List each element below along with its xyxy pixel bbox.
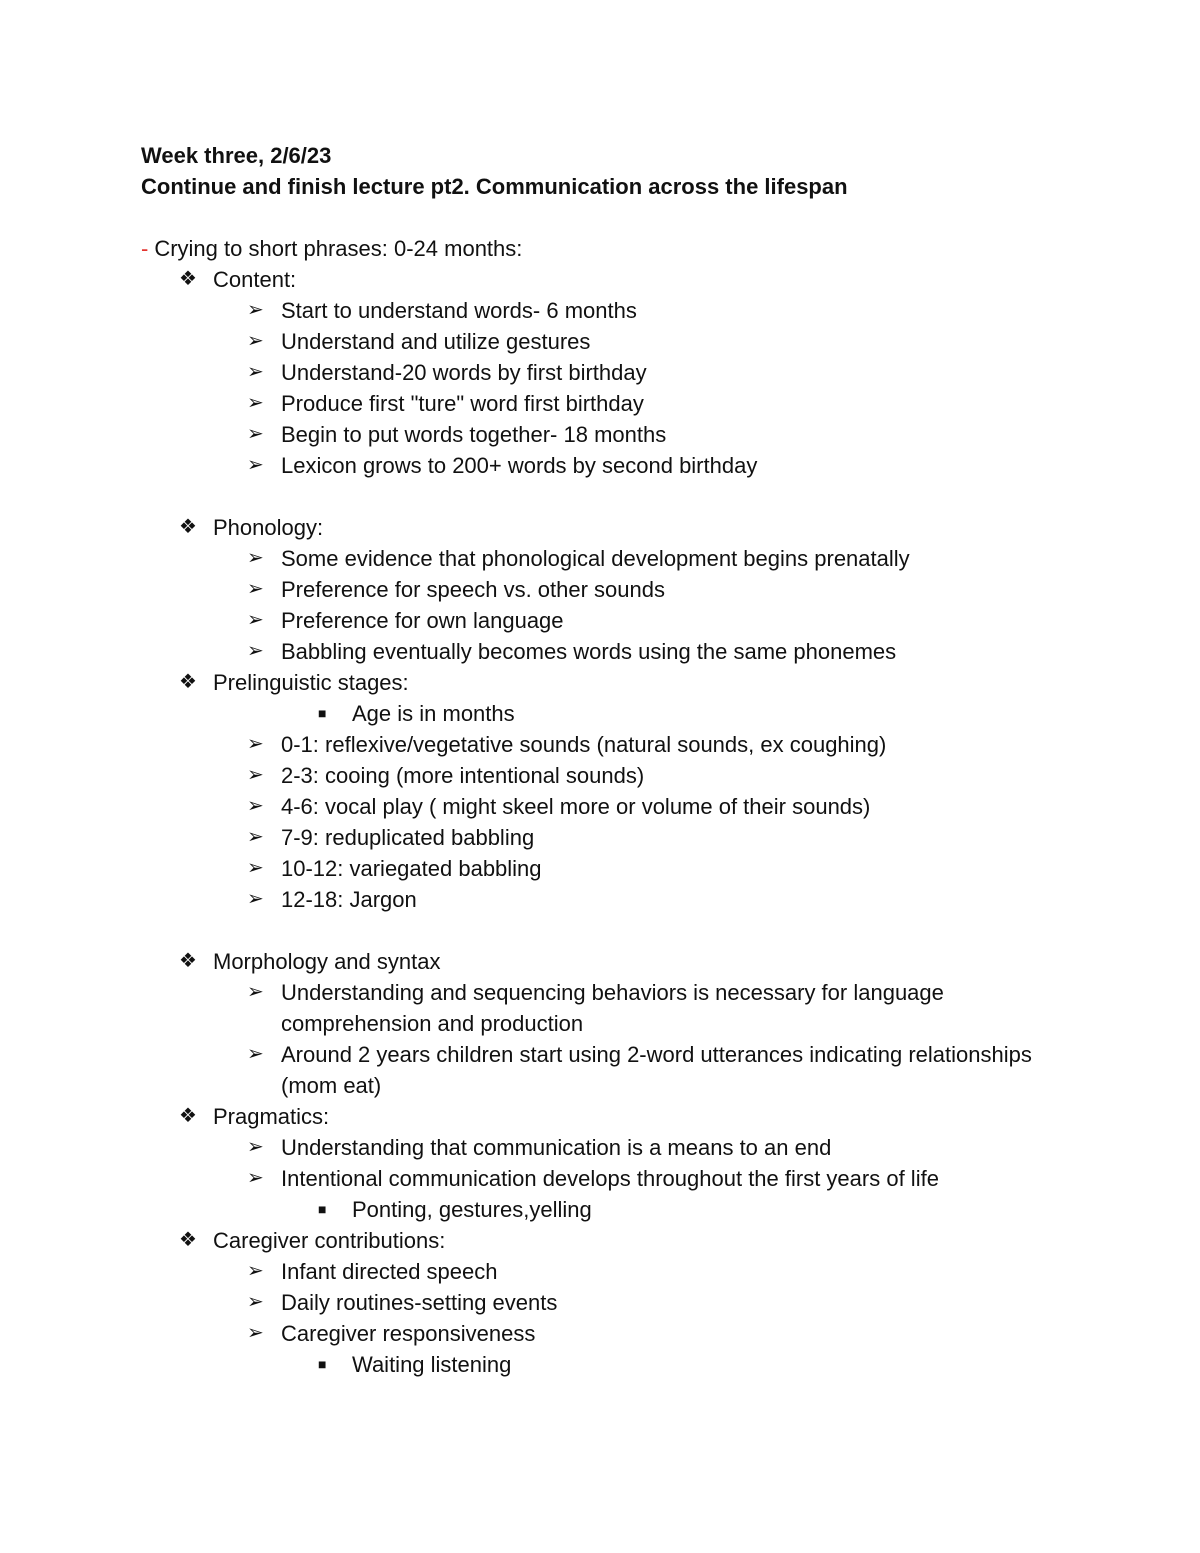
list-item: [141, 1163, 1041, 1194]
list-item-text: Prelinguistic stages:: [213, 670, 409, 695]
square-bullet-icon: ■: [318, 1201, 327, 1217]
list-item-text: Babbling eventually becomes words using the same phonemes: [281, 639, 897, 664]
list-item: [141, 1318, 1041, 1349]
arrow-bullet-icon: ➢: [247, 1043, 264, 1065]
list-item: [141, 574, 1041, 605]
blank-line: [141, 915, 1041, 946]
list-item-text: Some evidence that phonological development begins prenatally: [281, 546, 910, 571]
list-item-text: Preference for own language: [281, 608, 564, 633]
list-item-text: Pragmatics:: [213, 1104, 330, 1129]
section-title: Crying to short phrases: 0-24 months:: [154, 236, 523, 261]
square-bullet-icon: ■: [318, 1356, 327, 1372]
arrow-bullet-icon: ➢: [247, 1136, 264, 1158]
list-item: [141, 729, 1041, 760]
list-item-text: Understand-20 words by first birthday: [281, 360, 647, 385]
list-item: [141, 667, 1041, 698]
section-heading: [141, 233, 1041, 264]
list-item-text: Begin to put words together- 18 months: [281, 422, 667, 447]
list-item-text: 7-9: reduplicated babbling: [281, 825, 535, 850]
blank-line: [141, 481, 1041, 512]
list-item: [141, 946, 1041, 977]
list-item: [141, 853, 1041, 884]
list-item: [141, 1039, 1041, 1101]
list-item: [141, 388, 1041, 419]
list-item-text: Start to understand words- 6 months: [281, 298, 637, 323]
list-item-text: 10-12: variegated babbling: [281, 856, 542, 881]
list-item: [141, 822, 1041, 853]
arrow-bullet-icon: ➢: [247, 330, 264, 352]
list-item-text: Around 2 years children start using 2-word utterances indicating relationships (mom eat): [281, 1042, 1032, 1098]
dash-marker: -: [141, 236, 149, 261]
arrow-bullet-icon: ➢: [247, 640, 264, 662]
list-item-text: Understanding that communication is a means to an end: [281, 1135, 832, 1160]
list-item-text: 4-6: vocal play ( might skeel more or volume of their sounds): [281, 794, 871, 819]
arrow-bullet-icon: ➢: [247, 1322, 264, 1344]
list-item-text: Morphology and syntax: [213, 949, 441, 974]
arrow-bullet-icon: ➢: [247, 1167, 264, 1189]
square-bullet-icon: ■: [318, 705, 327, 721]
list-item: [141, 605, 1041, 636]
list-item: [141, 1256, 1041, 1287]
diamond-bullet-icon: ❖: [179, 671, 197, 693]
list-item: [141, 295, 1041, 326]
list-item-text: 12-18: Jargon: [281, 887, 417, 912]
arrow-bullet-icon: ➢: [247, 454, 264, 476]
list-item-text: Waiting listening: [352, 1352, 512, 1377]
list-item: [141, 884, 1041, 915]
arrow-bullet-icon: ➢: [247, 981, 264, 1003]
arrow-bullet-icon: ➢: [247, 1291, 264, 1313]
diamond-bullet-icon: ❖: [179, 268, 197, 290]
list-item: [141, 543, 1041, 574]
list-item-text: Caregiver contributions:: [213, 1228, 446, 1253]
list-item-text: Daily routines-setting events: [281, 1290, 558, 1315]
list-item-text: Phonology:: [213, 515, 324, 540]
diamond-bullet-icon: ❖: [179, 1229, 197, 1251]
list-item-text: Content:: [213, 267, 297, 292]
list-item: [141, 264, 1041, 295]
bullet-list: [141, 264, 1041, 1380]
arrow-bullet-icon: ➢: [247, 1260, 264, 1282]
list-item-text: 0-1: reflexive/vegetative sounds (natural sounds, ex coughing): [281, 732, 887, 757]
notes-body: [141, 233, 1041, 1380]
list-item: [141, 977, 1041, 1039]
document-title-date: Week three, 2/6/23: [141, 143, 332, 168]
list-item: [141, 512, 1041, 543]
list-item: [141, 1101, 1041, 1132]
diamond-bullet-icon: ❖: [179, 1105, 197, 1127]
list-item: [141, 450, 1041, 481]
list-item: [141, 791, 1041, 822]
list-item-text: Caregiver responsiveness: [281, 1321, 536, 1346]
list-item-text: Ponting, gestures,yelling: [352, 1197, 592, 1222]
arrow-bullet-icon: ➢: [247, 764, 264, 786]
list-item-text: 2-3: cooing (more intentional sounds): [281, 763, 645, 788]
list-item: [141, 326, 1041, 357]
arrow-bullet-icon: ➢: [247, 299, 264, 321]
list-item-text: Preference for speech vs. other sounds: [281, 577, 665, 602]
arrow-bullet-icon: ➢: [247, 609, 264, 631]
arrow-bullet-icon: ➢: [247, 392, 264, 414]
arrow-bullet-icon: ➢: [247, 423, 264, 445]
arrow-bullet-icon: ➢: [247, 578, 264, 600]
arrow-bullet-icon: ➢: [247, 857, 264, 879]
list-item: [141, 1349, 1041, 1380]
list-item: [141, 419, 1041, 450]
document-subtitle: Continue and finish lecture pt2. Communication across the lifespan: [141, 174, 848, 199]
list-item: [141, 1287, 1041, 1318]
arrow-bullet-icon: ➢: [247, 826, 264, 848]
arrow-bullet-icon: ➢: [247, 361, 264, 383]
list-item: [141, 1225, 1041, 1256]
list-item-text: Produce first "ture" word first birthday: [281, 391, 644, 416]
list-item-text: Intentional communication develops throughout the first years of life: [281, 1166, 939, 1191]
list-item: [141, 1194, 1041, 1225]
list-item-text: Lexicon grows to 200+ words by second birthday: [281, 453, 758, 478]
arrow-bullet-icon: ➢: [247, 888, 264, 910]
list-item: [141, 1132, 1041, 1163]
arrow-bullet-icon: ➢: [247, 795, 264, 817]
list-item-text: Understanding and sequencing behaviors is necessary for language comprehension and production: [281, 980, 944, 1036]
list-item-text: Infant directed speech: [281, 1259, 498, 1284]
diamond-bullet-icon: ❖: [179, 950, 197, 972]
diamond-bullet-icon: ❖: [179, 516, 197, 538]
list-item: [141, 636, 1041, 667]
list-item-text: Understand and utilize gestures: [281, 329, 591, 354]
arrow-bullet-icon: ➢: [247, 547, 264, 569]
list-item: [141, 357, 1041, 388]
list-item: [141, 698, 1041, 729]
list-item-text: Age is in months: [352, 701, 515, 726]
arrow-bullet-icon: ➢: [247, 733, 264, 755]
list-item: [141, 760, 1041, 791]
